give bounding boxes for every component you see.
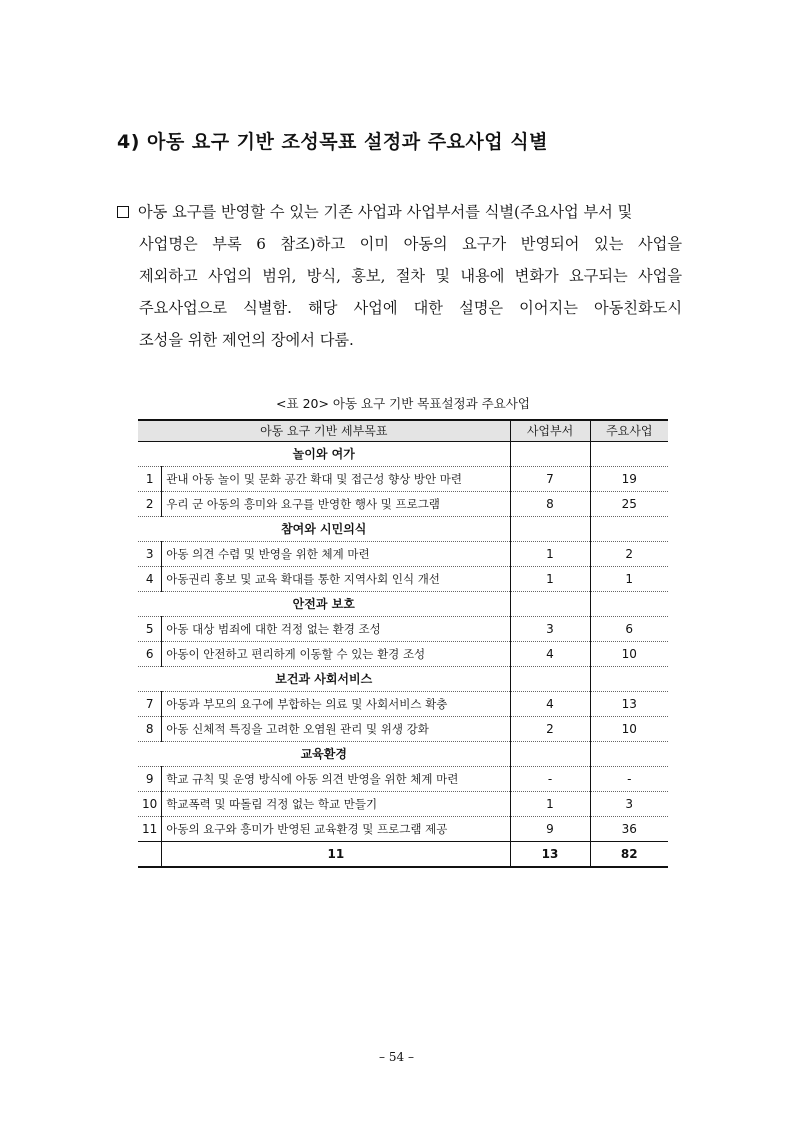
row-project-count: - xyxy=(590,766,668,791)
row-goal: 아동 대상 범죄에 대한 걱정 없는 환경 조성 xyxy=(162,616,510,641)
table-header-row xyxy=(138,420,668,441)
section-heading: 4) 아동 요구 기반 조성목표 설정과 주요사업 식별 xyxy=(117,131,548,153)
paragraph-line: 제외하고 사업의 범위, 방식, 홍보, 절차 및 내용에 변화가 요구되는 사업을 xyxy=(139,267,682,285)
row-project-count: 19 xyxy=(590,466,668,491)
table-row xyxy=(138,616,668,641)
section-row xyxy=(138,516,668,541)
row-goal: 아동 의견 수렴 및 반영을 위한 체계 마련 xyxy=(162,541,510,566)
row-number: 9 xyxy=(138,766,162,791)
row-dept-count: 7 xyxy=(510,466,590,491)
section-dept-cell xyxy=(510,516,590,541)
row-project-count: 25 xyxy=(590,491,668,516)
row-number: 2 xyxy=(138,491,162,516)
section-dept-cell xyxy=(510,666,590,691)
row-project-count: 10 xyxy=(590,641,668,666)
row-goal: 아동이 안전하고 편리하게 이동할 수 있는 환경 조성 xyxy=(162,641,510,666)
row-project-count: 1 xyxy=(590,566,668,591)
table-row xyxy=(138,791,668,816)
table-row xyxy=(138,541,668,566)
intro-paragraph xyxy=(117,196,682,356)
row-dept-count: 8 xyxy=(510,491,590,516)
table-row xyxy=(138,566,668,591)
row-dept-count: 2 xyxy=(510,716,590,741)
section-title: 보건과 사회서비스 xyxy=(138,666,510,691)
table-body xyxy=(138,441,668,867)
row-number: 6 xyxy=(138,641,162,666)
row-number: 11 xyxy=(138,816,162,841)
row-number: 3 xyxy=(138,541,162,566)
table-row xyxy=(138,691,668,716)
total-goal-count: 11 xyxy=(162,841,510,867)
paragraph-line: 주요사업으로 식별함. 해당 사업에 대한 설명은 이어지는 아동친화도시 xyxy=(139,299,682,317)
row-goal: 학교 규칙 및 운영 방식에 아동 의견 반영을 위한 체계 마련 xyxy=(162,766,510,791)
section-row xyxy=(138,666,668,691)
row-number: 7 xyxy=(138,691,162,716)
row-goal: 아동권리 홍보 및 교육 확대를 통한 지역사회 인식 개선 xyxy=(162,566,510,591)
header-goal: 아동 요구 기반 세부목표 xyxy=(138,420,510,441)
paragraph-line-text: 아동 요구를 반영할 수 있는 기존 사업과 사업부서를 식별(주요사업 부서 및 xyxy=(138,203,633,221)
total-project-count: 82 xyxy=(590,841,668,867)
row-dept-count: 3 xyxy=(510,616,590,641)
total-dept-count: 13 xyxy=(510,841,590,867)
row-goal: 학교폭력 및 따돌림 걱정 없는 학교 만들기 xyxy=(162,791,510,816)
row-project-count: 3 xyxy=(590,791,668,816)
row-dept-count: 1 xyxy=(510,566,590,591)
section-title: 참여와 시민의식 xyxy=(138,516,510,541)
section-proj-cell xyxy=(590,441,668,466)
row-number: 8 xyxy=(138,716,162,741)
row-dept-count: - xyxy=(510,766,590,791)
row-project-count: 2 xyxy=(590,541,668,566)
row-goal: 관내 아동 놀이 및 문화 공간 확대 및 접근성 향상 방안 마련 xyxy=(162,466,510,491)
row-project-count: 13 xyxy=(590,691,668,716)
table-row xyxy=(138,766,668,791)
row-goal: 아동과 부모의 요구에 부합하는 의료 및 사회서비스 확충 xyxy=(162,691,510,716)
row-number: 5 xyxy=(138,616,162,641)
row-number: 4 xyxy=(138,566,162,591)
total-num-cell xyxy=(138,841,162,867)
row-goal: 아동의 요구와 흥미가 반영된 교육환경 및 프로그램 제공 xyxy=(162,816,510,841)
goals-table xyxy=(138,419,668,868)
section-dept-cell xyxy=(510,741,590,766)
checkbox-bullet-icon xyxy=(117,206,129,218)
section-dept-cell xyxy=(510,441,590,466)
section-row xyxy=(138,441,668,466)
row-number: 1 xyxy=(138,466,162,491)
row-goal: 우리 군 아동의 흥미와 요구를 반영한 행사 및 프로그램 xyxy=(162,491,510,516)
row-dept-count: 1 xyxy=(510,791,590,816)
table-row xyxy=(138,716,668,741)
section-title: 교육환경 xyxy=(138,741,510,766)
row-number: 10 xyxy=(138,791,162,816)
table-row xyxy=(138,466,668,491)
page-number: – 54 – xyxy=(379,1050,414,1064)
row-dept-count: 4 xyxy=(510,641,590,666)
header-dept: 사업부서 xyxy=(510,420,590,441)
section-proj-cell xyxy=(590,666,668,691)
section-proj-cell xyxy=(590,741,668,766)
row-dept-count: 9 xyxy=(510,816,590,841)
table-caption: <표 20> 아동 요구 기반 목표설정과 주요사업 xyxy=(276,396,530,411)
table-row xyxy=(138,491,668,516)
header-proj: 주요사업 xyxy=(590,420,668,441)
section-title: 안전과 보호 xyxy=(138,591,510,616)
section-proj-cell xyxy=(590,591,668,616)
total-row xyxy=(138,841,668,867)
section-proj-cell xyxy=(590,516,668,541)
row-project-count: 6 xyxy=(590,616,668,641)
paragraph-line: 조성을 위한 제언의 장에서 다룸. xyxy=(139,331,354,349)
paragraph-line: 사업명은 부록 6 참조)하고 이미 아동의 요구가 반영되어 있는 사업을 xyxy=(139,235,682,253)
section-title: 놀이와 여가 xyxy=(138,441,510,466)
table-row xyxy=(138,816,668,841)
row-project-count: 10 xyxy=(590,716,668,741)
row-goal: 아동 신체적 특징을 고려한 오염원 관리 및 위생 강화 xyxy=(162,716,510,741)
section-row xyxy=(138,741,668,766)
row-project-count: 36 xyxy=(590,816,668,841)
row-dept-count: 4 xyxy=(510,691,590,716)
row-dept-count: 1 xyxy=(510,541,590,566)
section-dept-cell xyxy=(510,591,590,616)
table-row xyxy=(138,641,668,666)
paragraph-line xyxy=(117,196,682,228)
section-row xyxy=(138,591,668,616)
